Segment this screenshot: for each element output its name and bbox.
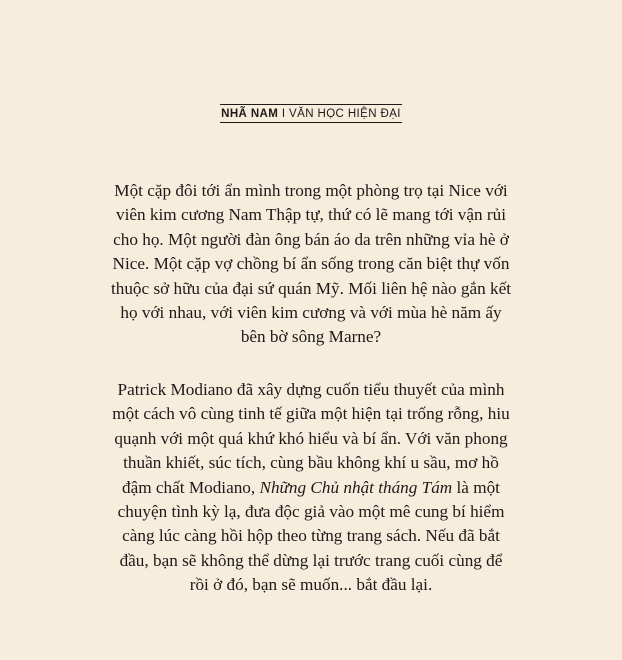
book-title: Những Chủ nhật tháng Tám xyxy=(259,477,453,497)
series-header xyxy=(0,104,622,123)
text-line: Patrick Modiano đã xây dựng cuốn tiểu thuyết của mình xyxy=(117,380,505,399)
text-line-with-title xyxy=(60,476,562,500)
blurb-paragraph-1 xyxy=(60,179,562,350)
text-line: đầu, bạn sẽ không thể dừng lại trước trang cuối cùng để xyxy=(119,550,503,570)
text-line: càng lúc càng hồi hộp theo từng trang sách. Nếu đã bắt xyxy=(122,526,500,546)
text-line: Một cặp đôi tới ẩn mình trong một phòng trọ tại Nice với xyxy=(114,181,508,200)
blurb-paragraph-2 xyxy=(60,378,562,598)
text-line: một cách vô cùng tinh tế giữa một hiện tại trống rỗng, hiu xyxy=(112,404,510,424)
series-separator: I xyxy=(281,108,286,120)
text-fragment: đậm chất Modiano, xyxy=(122,477,260,497)
series-collection: VĂN HỌC HIỆN ĐẠI xyxy=(289,108,401,120)
text-line: họ với nhau, với viên kim cương và với mùa hè năm ấy xyxy=(120,303,502,323)
series-label xyxy=(220,104,402,123)
text-line: bên bờ sông Marne? xyxy=(240,327,382,347)
text-line: quạnh với một quá khứ khó hiểu và bí ẩn. Với văn phong xyxy=(114,428,508,448)
text-line: cho họ. Một người đàn ông bán áo da trên những vỉa hè ở xyxy=(113,229,509,249)
text-line: thuần khiết, súc tích, cùng bầu không khí u sầu, mơ hồ xyxy=(123,453,499,473)
publisher-brand: NHÃ NAM xyxy=(221,108,279,120)
text-fragment: là một xyxy=(452,477,500,497)
text-line: chuyện tình kỳ lạ, đưa độc giả vào một mê cung bí hiểm xyxy=(117,502,505,522)
text-line: rồi ở đó, bạn sẽ muốn... bắt đầu lại. xyxy=(189,575,433,595)
text-line: viên kim cương Nam Thập tự, thứ có lẽ mang tới vận rủi xyxy=(116,205,506,225)
text-line: Nice. Một cặp vợ chồng bí ẩn sống trong căn biệt thự vốn xyxy=(112,254,510,274)
text-line: thuộc sở hữu của đại sứ quán Mỹ. Mối liên hệ nào gắn kết xyxy=(110,278,512,298)
